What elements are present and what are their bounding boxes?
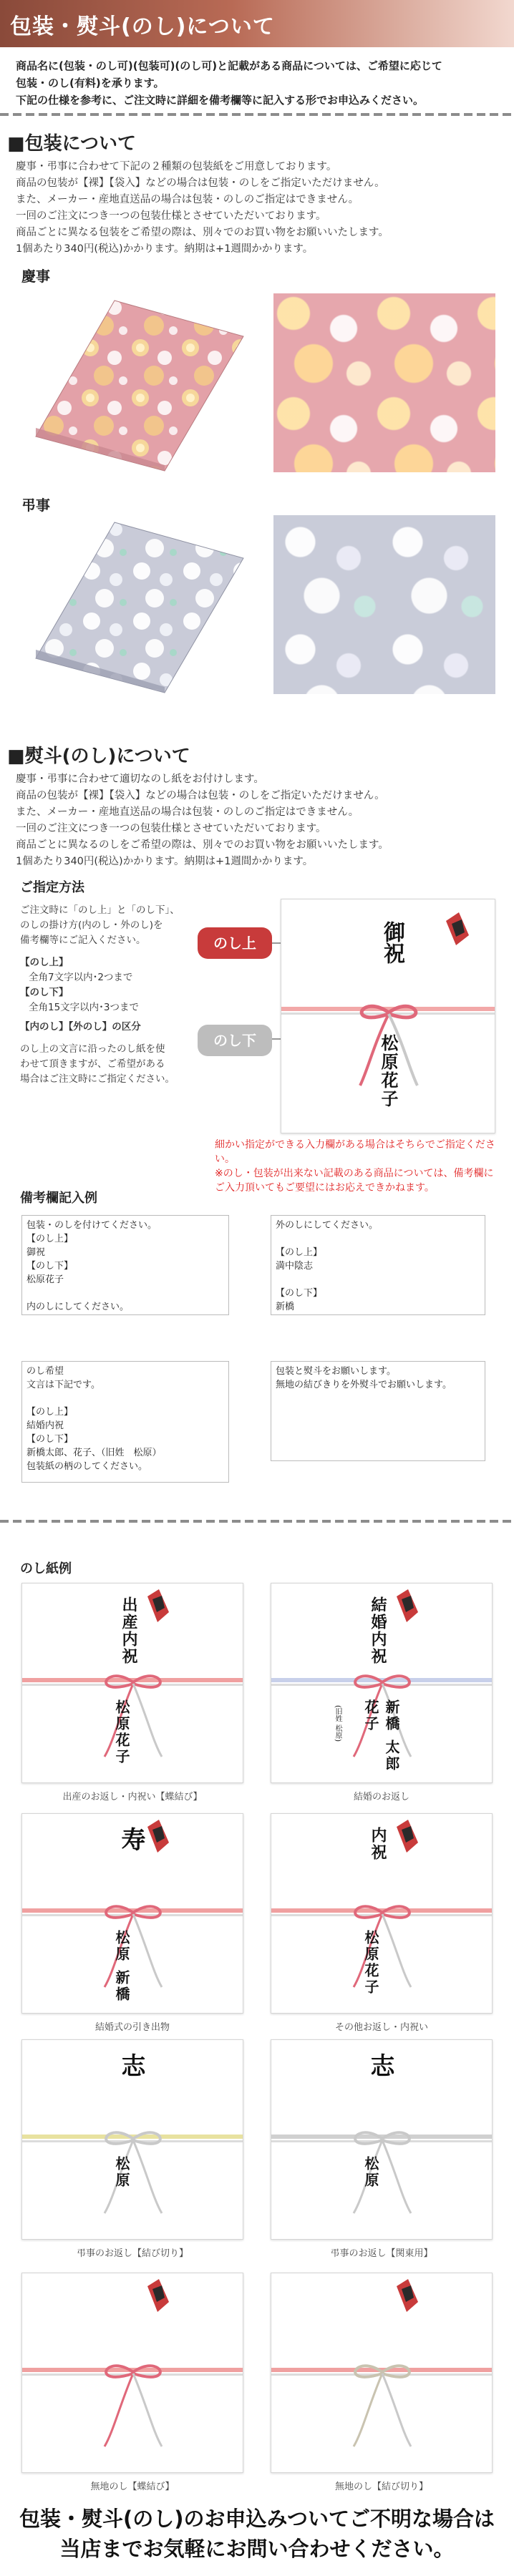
red-note-line: ご入力頂いてもご要望にはお応えできかねます。 bbox=[215, 1182, 435, 1194]
bikou-line: 【のし下】 bbox=[276, 1288, 323, 1299]
footer-line-1: 包装・熨斗(のし)のお申込みついてご不明な場合は bbox=[19, 2507, 495, 2531]
wrapping-line: 商品ごとに異なる包装をご希望の際は、別々でのお買い物をお願いいたします。 bbox=[16, 227, 389, 238]
noshi-example-caption: 弔事のお返し【関東用】 bbox=[330, 2248, 433, 2259]
bikou-example-4 bbox=[271, 1361, 485, 1461]
noshi-shita-text: 松原 bbox=[113, 2156, 130, 2189]
mizuhiki-tail bbox=[133, 1914, 162, 1987]
bikou-line: 結婚内祝 bbox=[26, 1420, 64, 1431]
noshi-ue-label: 【のし上】 bbox=[20, 957, 69, 968]
bikou-blank bbox=[26, 1287, 224, 1300]
noshi-heading: ■熨斗(のし)について bbox=[7, 746, 190, 767]
footer-line-2: 当店までお気軽にお問い合わせください。 bbox=[59, 2537, 455, 2561]
intro-text bbox=[16, 57, 503, 109]
noshi-ue-text: 志 bbox=[117, 2053, 145, 2079]
noshi-ornament-icon bbox=[397, 1589, 418, 1622]
mizuhiki-tail bbox=[105, 2373, 133, 2446]
bikou-line: 包装・のしを付けてください。 bbox=[26, 1220, 157, 1231]
intro-line: 包装・のし(有料)を承ります。 bbox=[16, 77, 165, 89]
noshi-example-card bbox=[271, 1813, 493, 2014]
shitei-line: 場合はご注文時にご指定ください。 bbox=[20, 1073, 175, 1085]
noshi-ornament-icon bbox=[397, 1820, 418, 1853]
wrapping-text bbox=[16, 159, 503, 258]
noshi-example-card bbox=[271, 2039, 493, 2240]
choji-paper-pattern bbox=[273, 515, 495, 694]
bikou-line: 【のし上】 bbox=[26, 1407, 74, 1418]
bikou-blank bbox=[276, 1232, 480, 1246]
bikou-line: 包装紙の柄のしてください。 bbox=[26, 1461, 148, 1472]
bikou-line: 文言は下記です。 bbox=[26, 1380, 100, 1390]
bikou-line: 新橋太郎、花子、（旧姓 松原） bbox=[26, 1448, 162, 1458]
shitei-line: わせて頂きますが、ご希望がある bbox=[20, 1058, 165, 1070]
noshi-example-caption: 無地のし【蝶結び】 bbox=[90, 2482, 175, 2492]
red-note-line: 細かい指定ができる入力欄がある場合はそちらでご指定ください。 bbox=[215, 1139, 495, 1165]
bikou-line: 【のし下】 bbox=[26, 1434, 74, 1445]
wrapping-line: また、メーカー・産地直送品の場合は包装・のしのご指定はできません。 bbox=[16, 194, 359, 205]
noshi-ue-text: 志 bbox=[366, 2053, 394, 2079]
bikou-blank bbox=[276, 1273, 480, 1287]
sample-ue-text: 御祝 bbox=[379, 921, 404, 964]
noshi-example-card bbox=[21, 2039, 243, 2240]
noshi-example-caption: その他お返し・内祝い bbox=[334, 2022, 428, 2033]
mizuhiki-graphic bbox=[271, 2273, 493, 2473]
page-title: 包装・熨斗(のし)について bbox=[10, 14, 275, 39]
noshi-example-caption: 結婚のお返し bbox=[353, 1792, 409, 1802]
wrapping-heading: ■包装について bbox=[7, 133, 137, 155]
bikou-line: 御祝 bbox=[26, 1247, 46, 1258]
mizuhiki-tail bbox=[133, 2140, 162, 2213]
red-note-line: ※のし・包装が出来ない記載のある商品については、備考欄に bbox=[215, 1168, 494, 1179]
noshi-example-card bbox=[21, 2273, 243, 2473]
noshi-ue-text: 結婚内祝 bbox=[369, 1596, 387, 1665]
noshi-example-caption: 結婚式の引き出物 bbox=[94, 2022, 170, 2033]
noshi-line: 一回のご注文につき一つの包装仕様とさせていただいております。 bbox=[16, 823, 326, 834]
noshi-example-caption: 弔事のお返し【結び切り】 bbox=[76, 2248, 188, 2259]
noshi-shita-text: 新橋 太郎 花子 bbox=[362, 1699, 400, 1772]
noshi-shita-label: 【のし下】 bbox=[20, 987, 69, 998]
bikou-line: 包装と熨斗をお願いします。 bbox=[276, 1366, 396, 1377]
noshi-shita-desc: 全角15文字以内･3つまで bbox=[29, 1002, 140, 1013]
bikou-line: 【のし下】 bbox=[26, 1261, 74, 1272]
shitei-line: 備考欄等にご記入ください。 bbox=[20, 935, 146, 946]
bikou-line: 新橋 bbox=[276, 1302, 295, 1312]
intro-line: 商品名に(包装・のし可)(包装可)(のし可)と記載がある商品については、ご希望に応じて bbox=[16, 59, 442, 72]
bikou-line: 内のしにしてください。 bbox=[26, 1302, 130, 1312]
noshi-ornament-icon bbox=[147, 1589, 169, 1622]
noshi-line: また、メーカー・産地直送品の場合は包装・のしのご指定はできません。 bbox=[16, 806, 359, 818]
noshi-text bbox=[16, 771, 503, 870]
choji-gift-box-image bbox=[29, 508, 258, 694]
noshi-example-card bbox=[21, 1583, 243, 1783]
noshi-shita-text: 松原花子 bbox=[113, 1699, 130, 1765]
bikou-line: 松原花子 bbox=[26, 1274, 64, 1285]
bikou-line: 満中陰志 bbox=[276, 1261, 314, 1272]
bikou-line: 【のし上】 bbox=[26, 1234, 74, 1244]
noshi-shita-text: 松原 bbox=[362, 2156, 379, 2189]
bikou-blank bbox=[26, 1392, 224, 1405]
kubun-text: 【内のし】【外のし】の区分 bbox=[20, 1021, 141, 1033]
noshi-line: 商品の包装が【裸】【袋入】などの場合は包装・のしをご指定いただけません。 bbox=[16, 790, 385, 801]
wrapping-line: 商品の包装が【裸】【袋入】などの場合は包装・のしをご指定いただけません。 bbox=[16, 177, 385, 189]
noshi-ornament-icon bbox=[397, 2279, 418, 2312]
shitei-line: のし上の文言に沿ったのし紙を使 bbox=[20, 1043, 165, 1055]
noshi-ue-pill: のし上 bbox=[198, 927, 272, 959]
keiji-label: 慶事 bbox=[21, 268, 50, 285]
noshi-example-card bbox=[271, 2273, 493, 2473]
noshi-ornament-icon bbox=[147, 1820, 169, 1853]
noshi-ornament-icon bbox=[147, 2279, 169, 2312]
bikou-line: 無地の結びきりを外熨斗でお願いします。 bbox=[276, 1380, 452, 1390]
bikou-line: のし希望 bbox=[26, 1366, 64, 1377]
choji-label: 弔事 bbox=[21, 497, 50, 514]
noshi-ue-text: 出産内祝 bbox=[120, 1596, 138, 1665]
shitei-noshi-sample bbox=[281, 899, 495, 1133]
noshi-line: 商品ごとに異なるのしをご希望の際は、別々でのお買い物をお願いいたします。 bbox=[16, 839, 389, 851]
bikou-example-3 bbox=[21, 1361, 229, 1483]
noshi-example-card bbox=[21, 1813, 243, 2014]
bikou-example-1 bbox=[21, 1215, 229, 1315]
keiji-paper-pattern bbox=[273, 293, 495, 472]
noshi-ue-text: 内祝 bbox=[369, 1827, 387, 1861]
mizuhiki-tail bbox=[133, 1684, 162, 1757]
mizuhiki-tail bbox=[382, 1914, 411, 1987]
shitei-heading: ご指定方法 bbox=[20, 880, 84, 895]
divider bbox=[0, 1520, 514, 1523]
noshi-examples-heading: のし紙例 bbox=[20, 1561, 72, 1576]
noshi-shita-pill: のし下 bbox=[198, 1025, 272, 1056]
bikou-heading: 備考欄記入例 bbox=[20, 1191, 97, 1206]
bikou-line: 外のしにしてください。 bbox=[276, 1220, 379, 1231]
noshi-example-card bbox=[271, 1583, 493, 1783]
shitei-line: のしの掛け方(内のし・外のし)を bbox=[20, 919, 163, 931]
keiji-gift-box-image bbox=[29, 286, 258, 472]
mizuhiki-graphic bbox=[22, 2273, 243, 2473]
noshi-ue-text: 寿 bbox=[117, 1827, 145, 1853]
noshi-sub-text: (旧姓 松原) bbox=[334, 1705, 341, 1742]
noshi-ue-desc: 全角7文字以内･2つまで bbox=[29, 972, 133, 983]
noshi-shita-text: 松原花子 bbox=[362, 1930, 379, 1996]
wrapping-line: 1個あたり340円(税込)かかります。納期は+1週間かかります。 bbox=[16, 243, 314, 255]
shitei-line: ご注文時に「のし上」と「のし下」、 bbox=[20, 904, 180, 916]
sample-shita-text: 松原花子 bbox=[378, 1034, 399, 1108]
divider bbox=[0, 113, 514, 116]
mizuhiki-tail bbox=[382, 2373, 411, 2446]
wrapping-line: 慶事・弔事に合わせて下記の２種類の包装紙をご用意しております。 bbox=[16, 161, 337, 172]
noshi-example-caption: 出産のお返し・内祝い【蝶結び】 bbox=[62, 1792, 203, 1802]
mizuhiki-tail bbox=[382, 2140, 411, 2213]
wrapping-line: 一回のご注文につき一つの包装仕様とさせていただいております。 bbox=[16, 210, 326, 222]
mizuhiki-tail bbox=[133, 2373, 162, 2446]
noshi-line: 慶事・弔事に合わせて適切なのし紙をお付けします。 bbox=[16, 774, 264, 785]
bikou-example-2 bbox=[271, 1215, 485, 1315]
bikou-line: 【のし上】 bbox=[276, 1247, 323, 1258]
shitei-red-note bbox=[215, 1138, 508, 1195]
noshi-line: 1個あたり340円(税込)かかります。納期は+1週間かかります。 bbox=[16, 856, 314, 867]
mizuhiki-tail bbox=[354, 2373, 382, 2446]
noshi-shita-text: 松原 新橋 bbox=[113, 1930, 130, 2003]
shitei-text bbox=[20, 903, 213, 1087]
intro-line: 下記の仕様を参考に、ご注文時に詳細を備考欄等に記入する形でお申込みください。 bbox=[16, 94, 425, 107]
noshi-example-caption: 無地のし【結び切り】 bbox=[334, 2482, 428, 2492]
